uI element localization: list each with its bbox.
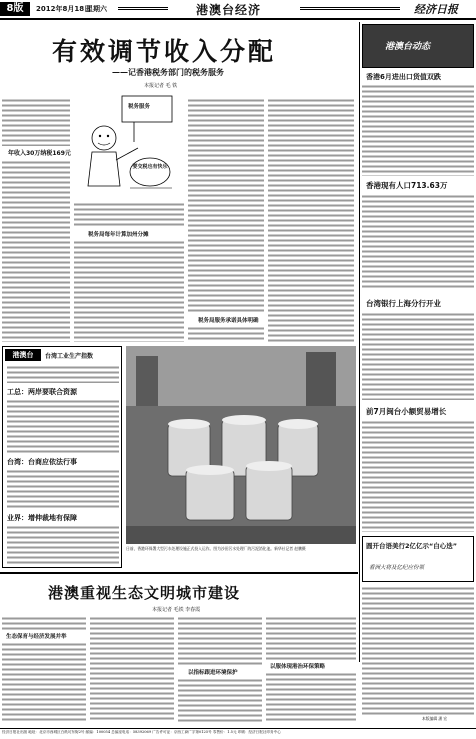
masthead-rule [0, 18, 476, 20]
lead-subhead-2: 税务局每年计算加州分摊 [88, 232, 149, 238]
cartoon-caption: 要交税也有快乐 [132, 164, 168, 170]
masthead-ornament-right [300, 7, 400, 10]
right-column-rule [359, 22, 360, 662]
bottom-subhead-1: 生态保育与经济发展并举 [6, 634, 67, 640]
lead-subhead-1: 年收入30万纳税169元 [8, 150, 71, 157]
bottom-article [2, 576, 358, 726]
brief-intro [7, 365, 119, 383]
bottom-text-col3 [178, 616, 262, 666]
bottom-section-rule [0, 572, 358, 574]
bottom-subhead-2: 以指标跟进环境保护 [188, 670, 238, 676]
lead-title: 有效调节收入分配 [52, 37, 277, 66]
lead-byline: 本报记者 毛 铁 [144, 83, 178, 89]
brief-text-3 [7, 525, 119, 565]
bottom-title: 港澳重视生态文明城市建设 [48, 584, 241, 602]
bottom-text-col4b [266, 672, 356, 722]
brief-title: 台湾工业生产指数 [45, 353, 94, 360]
bottom-subhead-3: 以服体现港治环保策略 [270, 664, 326, 670]
right-news-4-text [362, 420, 474, 532]
bottom-text-col1 [2, 616, 86, 630]
right-news-2-text [362, 194, 474, 290]
bottom-text-col3b [178, 678, 262, 722]
lead-text-col3 [188, 98, 264, 314]
issue-weekday: 星期六 [86, 5, 107, 13]
brief-head-3: 业界：增伸裁地有保障 [7, 514, 77, 522]
page-number: 8版 [0, 2, 30, 16]
brief-box [2, 346, 122, 568]
lead-article [2, 22, 356, 344]
brief-label: 港澳台 [5, 349, 41, 361]
right-news-4-title: 前7月闽台小额贸易增长 [366, 407, 447, 416]
lead-text-col4 [268, 98, 354, 342]
footer-rule [0, 728, 476, 729]
banner-label: 港澳台动态 [385, 42, 431, 52]
masthead-ornament [118, 7, 168, 10]
issue-date: 2012年8月18日 [36, 5, 92, 13]
right-column [362, 22, 474, 722]
right-feature-text [362, 586, 474, 716]
right-feature-box [362, 536, 474, 582]
brief-text-2 [7, 469, 119, 509]
feature-box-title: 圆开台语美行2亿亿示“白心迭” [366, 542, 458, 550]
bottom-text-col1b [2, 642, 86, 722]
lead-text-col2b [74, 240, 184, 342]
right-news-1-title: 香港6月进出口货值双跌 [366, 73, 441, 81]
lead-subhead-3: 税务局服务承诺具体明确 [198, 318, 259, 324]
photo-caption: 日前，香港环保署大型污水处理设施正式投入运作。图为沙田污水处理厂的污泥消化池。新华社记者 赵鹏摄 [126, 546, 306, 551]
brief-head-2: 台湾：台商应依法行事 [7, 458, 77, 466]
bottom-text-col4 [266, 616, 356, 660]
right-banner [362, 24, 474, 68]
lead-text-col1 [2, 98, 70, 146]
cartoon-sign: 税务服务 [128, 104, 151, 110]
right-news-3-title: 台湾银行上海分行开业 [366, 299, 441, 308]
brief-text-1 [7, 399, 119, 453]
section-title: 港澳台经济 [196, 3, 262, 17]
right-news-2-title: 香港现有人口713.63万 [366, 181, 448, 190]
lead-text-col3b [188, 326, 264, 342]
right-footer-editor: 本版编辑 潘 宏 [422, 716, 448, 721]
bottom-text-col2 [90, 616, 174, 722]
bottom-byline: 本报记者 毛铁 李春霞 [152, 607, 201, 613]
news-photo [126, 346, 356, 544]
brief-head-1: 工总：两岸要联合资源 [7, 388, 77, 396]
footer-strip: 经济日报社出版 地址：北京市西城区白纸坊东街2号 邮编：100054 总编室电话：58392069 广告许可证：京西工商广字第0125号 零售价：1.5元 印刷：经济日报社印务中心 [2, 730, 281, 734]
lead-text-col1b [2, 160, 70, 342]
lead-text-col2 [74, 202, 184, 228]
cartoon-illustration [74, 90, 184, 200]
paper-logo: 经济日报 [414, 3, 458, 16]
feature-box-subtitle: 看洲大将及亿纪应份领 [369, 565, 425, 571]
right-news-3-text [362, 312, 474, 400]
masthead [0, 0, 476, 20]
lead-subtitle: ——记香港税务部门的税务服务 [112, 67, 224, 77]
right-news-1-text [362, 84, 474, 176]
